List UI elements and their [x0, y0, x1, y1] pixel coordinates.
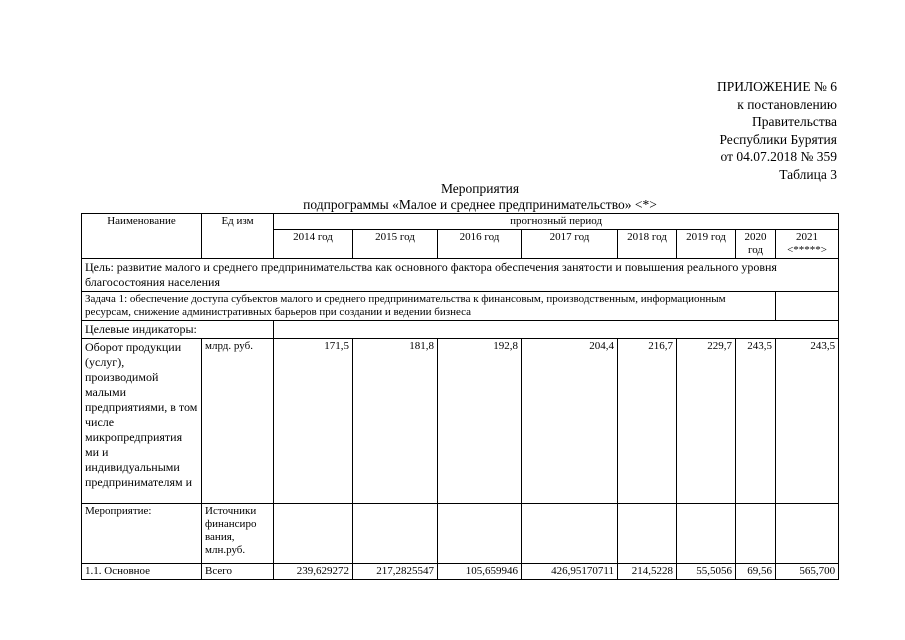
indicator-value: 171,5 [274, 339, 353, 504]
indicator-row [82, 339, 839, 504]
main-value: 217,2825547 [353, 564, 438, 580]
measure-row [82, 504, 839, 564]
measure-name: Мероприятие: [82, 504, 202, 564]
header-year: 2014 год [274, 230, 353, 259]
empty-cell [438, 504, 522, 564]
indicator-value: 243,5 [736, 339, 776, 504]
empty-cell [776, 292, 839, 321]
empty-cell [677, 504, 736, 564]
table-number: Таблица 3 [779, 166, 837, 182]
goal-cell: Цель: развитие малого и среднего предпринимательства как основного фактора обеспечения занятости и повышения реального уровня благосостояния населения [82, 259, 839, 292]
main-value: 214,5228 [618, 564, 677, 580]
appendix-line: к постановлению [737, 96, 837, 112]
empty-cell [274, 504, 353, 564]
indicator-value: 192,8 [438, 339, 522, 504]
page-subtitle: подпрограммы «Малое и среднее предпринимательство» <*> [303, 197, 657, 212]
main-row [82, 564, 839, 580]
indicator-value: 229,7 [677, 339, 736, 504]
empty-cell [353, 504, 438, 564]
main-value: 105,659946 [438, 564, 522, 580]
indicator-value: 243,5 [776, 339, 839, 504]
main-value: 55,5056 [677, 564, 736, 580]
header-forecast: прогнозный период [274, 214, 839, 230]
main-unit: Всего [202, 564, 274, 580]
page-title: Мероприятия [440, 181, 520, 196]
goal-row [82, 259, 839, 292]
empty-cell [618, 504, 677, 564]
header-year: 2015 год [353, 230, 438, 259]
main-name: 1.1. Основное [82, 564, 202, 580]
header-year: 2017 год [522, 230, 618, 259]
header-name: Наименование [82, 214, 202, 259]
appendix-block [717, 78, 837, 183]
indicator-value: 216,7 [618, 339, 677, 504]
indicator-unit: млрд. руб. [202, 339, 274, 504]
header-year: 2018 год [618, 230, 677, 259]
indicator-name: Оборот продукции (услуг), производимой малыми предприятиями, в том числе микропредприятия ми и индивидуальными предпринимателям и [82, 339, 202, 504]
appendix-line: Правительства [752, 114, 837, 129]
indicators-label-row [82, 321, 839, 339]
empty-cell [776, 504, 839, 564]
main-value: 69,56 [736, 564, 776, 580]
main-value: 565,700 [776, 564, 839, 580]
header-unit: Ед изм [202, 214, 274, 259]
main-value: 426,95170711 [522, 564, 618, 580]
appendix-title: ПРИЛОЖЕНИЕ № 6 [716, 79, 837, 94]
measure-unit: Источники финансиро вания, млн.руб. [202, 504, 274, 564]
empty-cell [522, 504, 618, 564]
main-value: 239,629272 [274, 564, 353, 580]
appendix-date: от 04.07.2018 № 359 [720, 149, 837, 164]
header-year: 2019 год [677, 230, 736, 259]
empty-cell [274, 321, 839, 339]
appendix-line: Республики Бурятия [719, 131, 837, 147]
header-year: 2016 год [438, 230, 522, 259]
indicators-label: Целевые индикаторы: [82, 321, 274, 339]
indicator-value: 204,4 [522, 339, 618, 504]
task-row [82, 292, 839, 321]
indicator-value: 181,8 [353, 339, 438, 504]
header-year: 2021 <*****> [776, 230, 839, 259]
header-row [82, 214, 839, 230]
task-cell: Задача 1: обеспечение доступа субъектов малого и среднего предпринимательства к финансовым, производственным, информационным ресурсам, снижение административных барьеров при создании и ведении бизнеса [82, 292, 776, 321]
header-year: 2020 год [736, 230, 776, 259]
empty-cell [736, 504, 776, 564]
measures-table [81, 213, 839, 580]
